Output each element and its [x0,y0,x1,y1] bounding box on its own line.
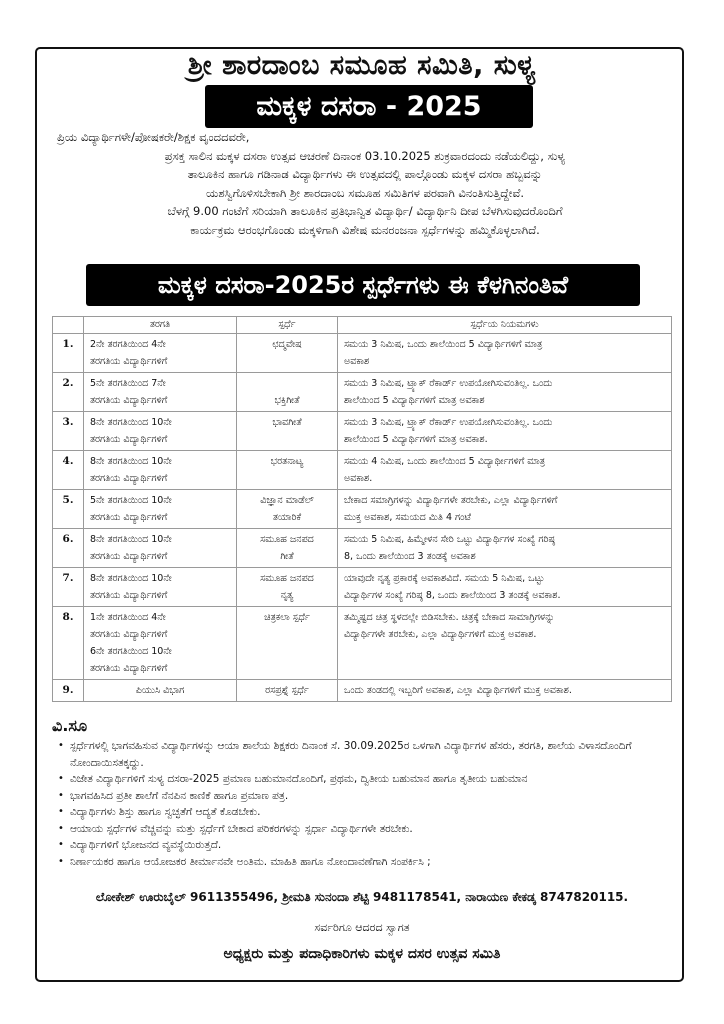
class-cell-line: ತರಗತಿಯ ವಿದ್ಯಾರ್ಥಿಗಳಿಗೆ [90,356,168,367]
rules-cell-line: ತಮ್ಮಿಷ್ಟದ ಚಿತ್ರ ಸ್ಥಳದಲ್ಲೇ ಬಿಡಿಸಬೇಕು. ಚಿತ್ರಕ್ಕೆ ಬೇಕಾದ ಸಾಮಾಗ್ರಿಗಳನ್ನು [344,612,555,623]
row-number: 1. [53,334,84,373]
rules-cell-line: ಸಮಯ 5 ನಿಮಿಷ, ಹಿಮ್ಮೇಳನ ಸೇರಿ ಒಟ್ಟು ವಿದ್ಯಾರ್ಥಿಗಳ ಸಂಖ್ಯೆ ಗರಿಷ್ಠ [344,534,555,545]
intro-line: ಕಾರ್ಯಕ್ರಮ ಆರಂಭಗೊಂಡು ಮಕ್ಕಳಿಗಾಗಿ ವಿಶೇಷ ಮನರಂಜನಾ ಸ್ಪರ್ಧೆಗಳನ್ನು ಹಮ್ಮಿಕೊಳ್ಳಲಾಗಿದೆ. [190,222,540,237]
competition-cell-line: ವಿಜ್ಞಾನ ಮಾಡೆಲ್ [260,495,314,506]
competition-cell-line [243,375,331,392]
table-row [53,334,672,373]
welcome-line: ಸರ್ವರಿಗೂ ಆದರದ ಸ್ವಾಗತ [314,921,410,934]
class-cell-line: 8ನೇ ತರಗತಿಯಿಂದ 10ನೇ [90,456,172,467]
competition-cell-line: ಗೀತೆ [280,551,294,562]
row-number: 5. [53,490,84,529]
note-item: • ಸ್ಪರ್ಧೆಗಳಲ್ಲಿ ಭಾಗವಹಿಸುವ ವಿದ್ಯಾರ್ಥಿಗಳನ್ನು ಆಯಾ ಶಾಲೆಯ ಶಿಕ್ಷಕರು ದಿನಾಂಕ ಸೆ. 30.09.2025ರ ಒಳಗಾಗಿ ವಿದ್ಯಾರ್ಥಿಗಳ ಹೆಸರು, ತರಗತಿ, ಶಾಲೆಯ ವಿಳಾಸದೊಂದಿಗೆ ನೋಂದಾಯಿಸತಕ್ಕದ್ದು. [58,738,683,771]
rules-cell-line: 8, ಒಂದು ಶಾಲೆಯಿಂದ 3 ತಂಡಕ್ಕೆ ಅವಕಾಶ [344,551,476,562]
class-cell-line: 8ನೇ ತರಗತಿಯಿಂದ 10ನೇ [90,573,172,584]
row-number: 4. [53,451,84,490]
rules-cell-line: ಶಾಲೆಯಿಂದ 5 ವಿದ್ಯಾರ್ಥಿಗಳಿಗೆ ಮಾತ್ರ ಅವಕಾಶ. [344,434,488,445]
organization-title: ಶ್ರೀ ಶಾರದಾಂಬ ಸಮೂಹ ಸಮಿತಿ, ಸುಳ್ಯ [187,50,537,81]
competition-cell-line: ಸಮೂಹ ಜನಪದ [260,573,314,584]
competition-cell [237,490,338,529]
rules-cell-line: ಅವಕಾಶ [344,356,370,367]
class-cell-line: ಪಿಯುಸಿ ವಿಭಾಗ [135,685,185,696]
class-cell-line: ತರಗತಿಯ ವಿದ್ಯಾರ್ಥಿಗಳಿಗೆ [90,629,168,640]
competition-cell [237,680,338,702]
rules-cell-line: ಒಂದು ತಂಡದಲ್ಲಿ ಇಬ್ಬರಿಗೆ ಅವಕಾಶ, ಎಲ್ಲಾ ವಿದ್ಯಾರ್ಥಿಗಳಿಗೆ ಮುಕ್ತ ಅವಕಾಶ. [344,685,572,696]
class-cell-line: ತರಗತಿಯ ವಿದ್ಯಾರ್ಥಿಗಳಿಗೆ [90,395,168,406]
rules-cell-line: ಮುಕ್ತ ಅವಕಾಶ, ಸಮಯದ ಮಿತಿ 4 ಗಂಟೆ [344,512,471,523]
salutation: ಪ್ರಿಯ ವಿದ್ಯಾರ್ಥಿಗಳೇ/ಪೋಷಕರೇ/ಶಿಕ್ಷಕ ವೃಂದದವರೇ, [57,130,250,144]
row-number: 6. [53,529,84,568]
competition-cell [237,412,338,451]
header-class: ತರಗತಿ [84,317,237,334]
table-row [53,568,672,607]
competition-cell-line: ಭಕ್ತಿಗೀತೆ [274,395,300,406]
class-cell [84,568,237,607]
row-number: 7. [53,568,84,607]
competitions-banner: ಮಕ್ಕಳ ದಸರಾ-2025ರ ಸ್ಪರ್ಧೆಗಳು ಈ ಕೆಳಗಿನಂತಿವೆ [86,264,640,306]
rules-cell [338,607,672,680]
header-competition: ಸ್ಪರ್ಧೆ [237,317,338,334]
rules-cell [338,529,672,568]
class-cell-line: ತರಗತಿಯ ವಿದ್ಯಾರ್ಥಿಗಳಿಗೆ [90,551,168,562]
header-number [53,317,84,334]
intro-section [55,128,675,239]
class-cell-line: ತರಗತಿಯ ವಿದ್ಯಾರ್ಥಿಗಳಿಗೆ [90,473,168,484]
class-cell-line: ತರಗತಿಯ ವಿದ್ಯಾರ್ಥಿಗಳಿಗೆ [90,434,168,445]
note-item: • ವಿದ್ಯಾರ್ಥಿಗಳಿಗೆ ಭೋಜನದ ವ್ಯವಸ್ಥೆಯಿರುತ್ತದೆ. [58,837,683,854]
rules-cell [338,490,672,529]
table-row [53,529,672,568]
row-number: 3. [53,412,84,451]
row-number: 9. [53,680,84,702]
signoff-line: ಅಧ್ಯಕ್ಷರು ಮತ್ತು ಪದಾಧಿಕಾರಿಗಳು ಮಕ್ಕಳ ದಸರ ಉತ್ಸವ ಸಮಿತಿ [223,946,501,962]
class-cell-line: 8ನೇ ತರಗತಿಯಿಂದ 10ನೇ [90,417,172,428]
rules-cell [338,568,672,607]
class-cell [84,490,237,529]
note-item: • ವಿದ್ಯಾರ್ಥಿಗಳು ಶಿಸ್ತು ಹಾಗೂ ಸ್ವಚ್ಛತೆಗೆ ಆದ್ಯತೆ ಕೊಡಬೇಕು. [58,804,683,821]
class-cell-line: ತರಗತಿಯ ವಿದ್ಯಾರ್ಥಿಗಳಿಗೆ [90,590,168,601]
rules-cell-line: ಯಾವುದೇ ನೃತ್ಯ ಪ್ರಕಾರಕ್ಕೆ ಅವಕಾಶವಿದೆ. ಸಮಯ 5 ನಿಮಿಷ, ಒಟ್ಟು [344,573,545,584]
rules-cell-line: ಅವಕಾಶ. [344,473,373,484]
class-cell [84,373,237,412]
rules-cell-line: ಸಮಯ 4 ನಿಮಿಷ, ಒಂದು ಶಾಲೆಯಿಂದ 5 ವಿದ್ಯಾರ್ಥೀಗಳಿಗೆ ಮಾತ್ರ [344,456,546,467]
competition-cell-line: ಛದ್ಮವೇಷ [272,339,302,350]
intro-line: ಪ್ರಸಕ್ತ ಸಾಲಿನ ಮಕ್ಕಳ ದಸರಾ ಉತ್ಸವ ಆಚರಣೆ ದಿನಾಂಕ 03.10.2025 ಶುಕ್ರವಾರದಂದು ನಡೆಯಲಿದ್ದು, ಸುಳ್ಯ [164,148,566,163]
table-row [53,680,672,702]
competition-cell-line: ಚಿತ್ರಕಲಾ ಸ್ಪರ್ಧೆ [264,612,310,623]
class-cell-line: 2ನೇ ತರಗತಿಯಿಂದ 4ನೇ [90,339,166,350]
note-item: • ಆಯಾಯ ಸ್ಪರ್ಧೆಗಳ ವೆಚ್ಚವನ್ನು ಮತ್ತು ಸ್ಪರ್ಧೆಗೆ ಬೇಕಾದ ಪರಿಕರಗಳನ್ನು ಸ್ಪರ್ಧಾ ವಿದ್ಯಾರ್ಥಿಗಳೇ ತರಬೇಕು. [58,821,683,838]
row-number: 8. [53,607,84,680]
rules-cell [338,680,672,702]
table-row [53,451,672,490]
rules-cell [338,451,672,490]
competition-cell-line: ರಸಪ್ರಶ್ನೆ ಸ್ಪರ್ಧೆ [265,685,309,696]
rules-cell [338,373,672,412]
rules-cell [338,412,672,451]
competition-cell-line: ಭರತನಾಟ್ಯ [270,456,304,467]
class-cell-line: 8ನೇ ತರಗತಿಯಿಂದ 10ನೇ [90,534,172,545]
table-row [53,490,672,529]
class-cell-line: ತರಗತಿಯ ವಿದ್ಯಾರ್ಥಿಗಳಿಗೆ [90,512,168,523]
rules-cell-line: ಬೇಕಾದ ಸಮಾಗ್ರಿಗಳನ್ನು ವಿದ್ಯಾರ್ಥಿಗಳೇ ತರಬೇಕು, ಎಲ್ಲಾ ವಿದ್ಯಾರ್ಥಿಗಳಿಗೆ [344,495,558,506]
competition-cell-line: ತಯಾರಿಕೆ [272,512,302,523]
class-cell [84,680,237,702]
table-row [53,373,672,412]
event-banner: ಮಕ್ಕಳ ದಸರಾ - 2025 [205,85,533,128]
note-item: • ವಿಜೇತ ವಿದ್ಯಾರ್ಥಿಗಳಿಗೆ ಸುಳ್ಯ ದಸರಾ-2025 ಪ್ರಮಾಣ ಬಹುಮಾನದೊಂದಿಗೆ, ಪ್ರಥಮ, ದ್ವಿತೀಯ ಬಹುಮಾನ ಹಾಗೂ ತೃತೀಯ ಬಹುಮಾನ [58,771,683,788]
table-row [53,412,672,451]
class-cell [84,529,237,568]
rules-cell-line: ಸಮಯ 3 ನಿಮಿಷ, ಒಂದು ಶಾಲೆಯಿಂದ 5 ವಿದ್ಯಾರ್ಥಿಗಳಿಗೆ ಮಾತ್ರ [344,339,543,350]
table-row [53,607,672,680]
table-header-row [53,317,672,334]
row-number: 2. [53,373,84,412]
rules-cell-line: ವಿದ್ಯಾರ್ಥಿಗಳ ಸಂಖ್ಯೆ ಗರಿಷ್ಠ 8, ಒಂದು ಶಾಲೆಯಿಂದ 3 ತಂಡಕ್ಕೆ ಅವಕಾಶ. [344,590,561,601]
class-cell-line: 6ನೇ ತರಗತಿಯಿಂದ 10ನೇ [90,646,172,657]
class-cell-line: 5ನೇ ತರಗತಿಯಿಂದ 7ನೇ [90,378,166,389]
notes-list [58,738,683,870]
competitions-table [52,316,672,702]
header-rules: ಸ್ಪರ್ಧೆಯ ನಿಯಮಗಳು [338,317,672,334]
notes-heading: ವಿ.ಸೂ [52,716,88,735]
competition-cell [237,529,338,568]
intro-line: ಯಶಸ್ವಿಗೊಳಿಸಬೇಕಾಗಿ ಶ್ರೀ ಶಾರದಾಂಬ ಸಮೂಹ ಸಮಿತಿಗಳ ಪರವಾಗಿ ವಿನಂತಿಸುತ್ತಿದ್ದೇವೆ. [206,185,524,200]
intro-line: ಬೆಳಗ್ಗೆ 9.00 ಗಂಟೆಗೆ ಸರಿಯಾಗಿ ತಾಲೂಕಿನ ಪ್ರತಿಭಾನ್ವಿತ ವಿದ್ಯಾರ್ಥಿ/ ವಿದ್ಯಾರ್ಥಿನಿ ದೀಪ ಬೆಳಗಿಸುವುದರೊಂದಿಗೆ [167,204,563,218]
rules-cell-line: ವಿದ್ಯಾರ್ಥಿಗಳೇ ತರಬೇಕು, ಎಲ್ಲಾ ವಿದ್ಯಾರ್ಥಿಗಳಿಗೆ ಮುಕ್ತ ಅವಕಾಶ. [344,629,537,640]
class-cell [84,334,237,373]
competition-cell [237,373,338,412]
competition-cell [237,334,338,373]
rules-cell-line: ಸಮಯ 3 ನಿಮಿಷ, ಟ್ರ್ಯಾಕ್ ರೆಕಾರ್ಡ್ ಉಪಯೋಗಿಸುವಂತಿಲ್ಲ. ಒಂದು [344,417,553,428]
class-cell-line: 5ನೇ ತರಗತಿಯಿಂದ 10ನೇ [90,495,172,506]
competition-cell [237,607,338,680]
competition-cell-line: ನೃತ್ಯ [280,590,294,601]
class-cell-line: 1ನೇ ತರಗತಿಯಿಂದ 4ನೇ [90,612,166,623]
rules-cell [338,334,672,373]
class-cell [84,451,237,490]
competition-cell [237,568,338,607]
contact-line: ಲೋಕೇಶ್ ಊರುಬೈಲ್ 9611355496, ಶ್ರೀಮತಿ ಸುನಂದಾ ಶೆಟ್ಟಿ 9481178541, ನಾರಾಯಣ ಕೇಕಡ್ಕ 8747820115. [95,890,629,904]
note-item: • ಭಾಗವಹಿಸಿದ ಪ್ರತೀ ಶಾಲೆಗೆ ನೆನಪಿನ ಕಾಣಿಕೆ ಹಾಗೂ ಪ್ರಮಾಣ ಪತ್ರ. [58,788,683,805]
class-cell-line: ತರಗತಿಯ ವಿದ್ಯಾರ್ಥಿಗಳಿಗೆ [90,663,168,674]
rules-cell-line: ಸಮಯ 3 ನಿಮಿಷ, ಟ್ರ್ಯಾಕ್ ರೆಕಾರ್ಡ್ ಉಪಯೋಗಿಸುವಂತಿಲ್ಲ. ಒಂದು [344,378,553,389]
class-cell [84,607,237,680]
intro-line: ತಾಲೂಕಿನ ಹಾಗೂ ಗಡಿನಾಡ ವಿದ್ಯಾರ್ಥಿಗಳು ಈ ಉತ್ಸವದಲ್ಲಿ ಪಾಲ್ಗೊಂಡು ಮಕ್ಕಳ ದಸರಾ ಹಬ್ಬವನ್ನು [187,167,543,181]
competition-cell [237,451,338,490]
competition-cell-line: ಭಾವಗೀತೆ [272,417,302,428]
note-item: • ನಿರ್ಣಾಯಕರ ಹಾಗೂ ಆಯೋಜಕರ ತೀರ್ಮಾನವೇ ಅಂತಿಮ. ಮಾಹಿತಿ ಹಾಗೂ ನೋಂದಾವಣೆಗಾಗಿ ಸಂಪರ್ಕಿಸಿ ; [58,854,683,871]
class-cell [84,412,237,451]
rules-cell-line: ಶಾಲೆಯಿಂದ 5 ವಿದ್ಯಾರ್ಥಿಗಳಿಗೆ ಮಾತ್ರ ಅವಕಾಶ [344,395,485,406]
competition-cell-line: ಸಮೂಹ ಜನಪದ [260,534,314,545]
